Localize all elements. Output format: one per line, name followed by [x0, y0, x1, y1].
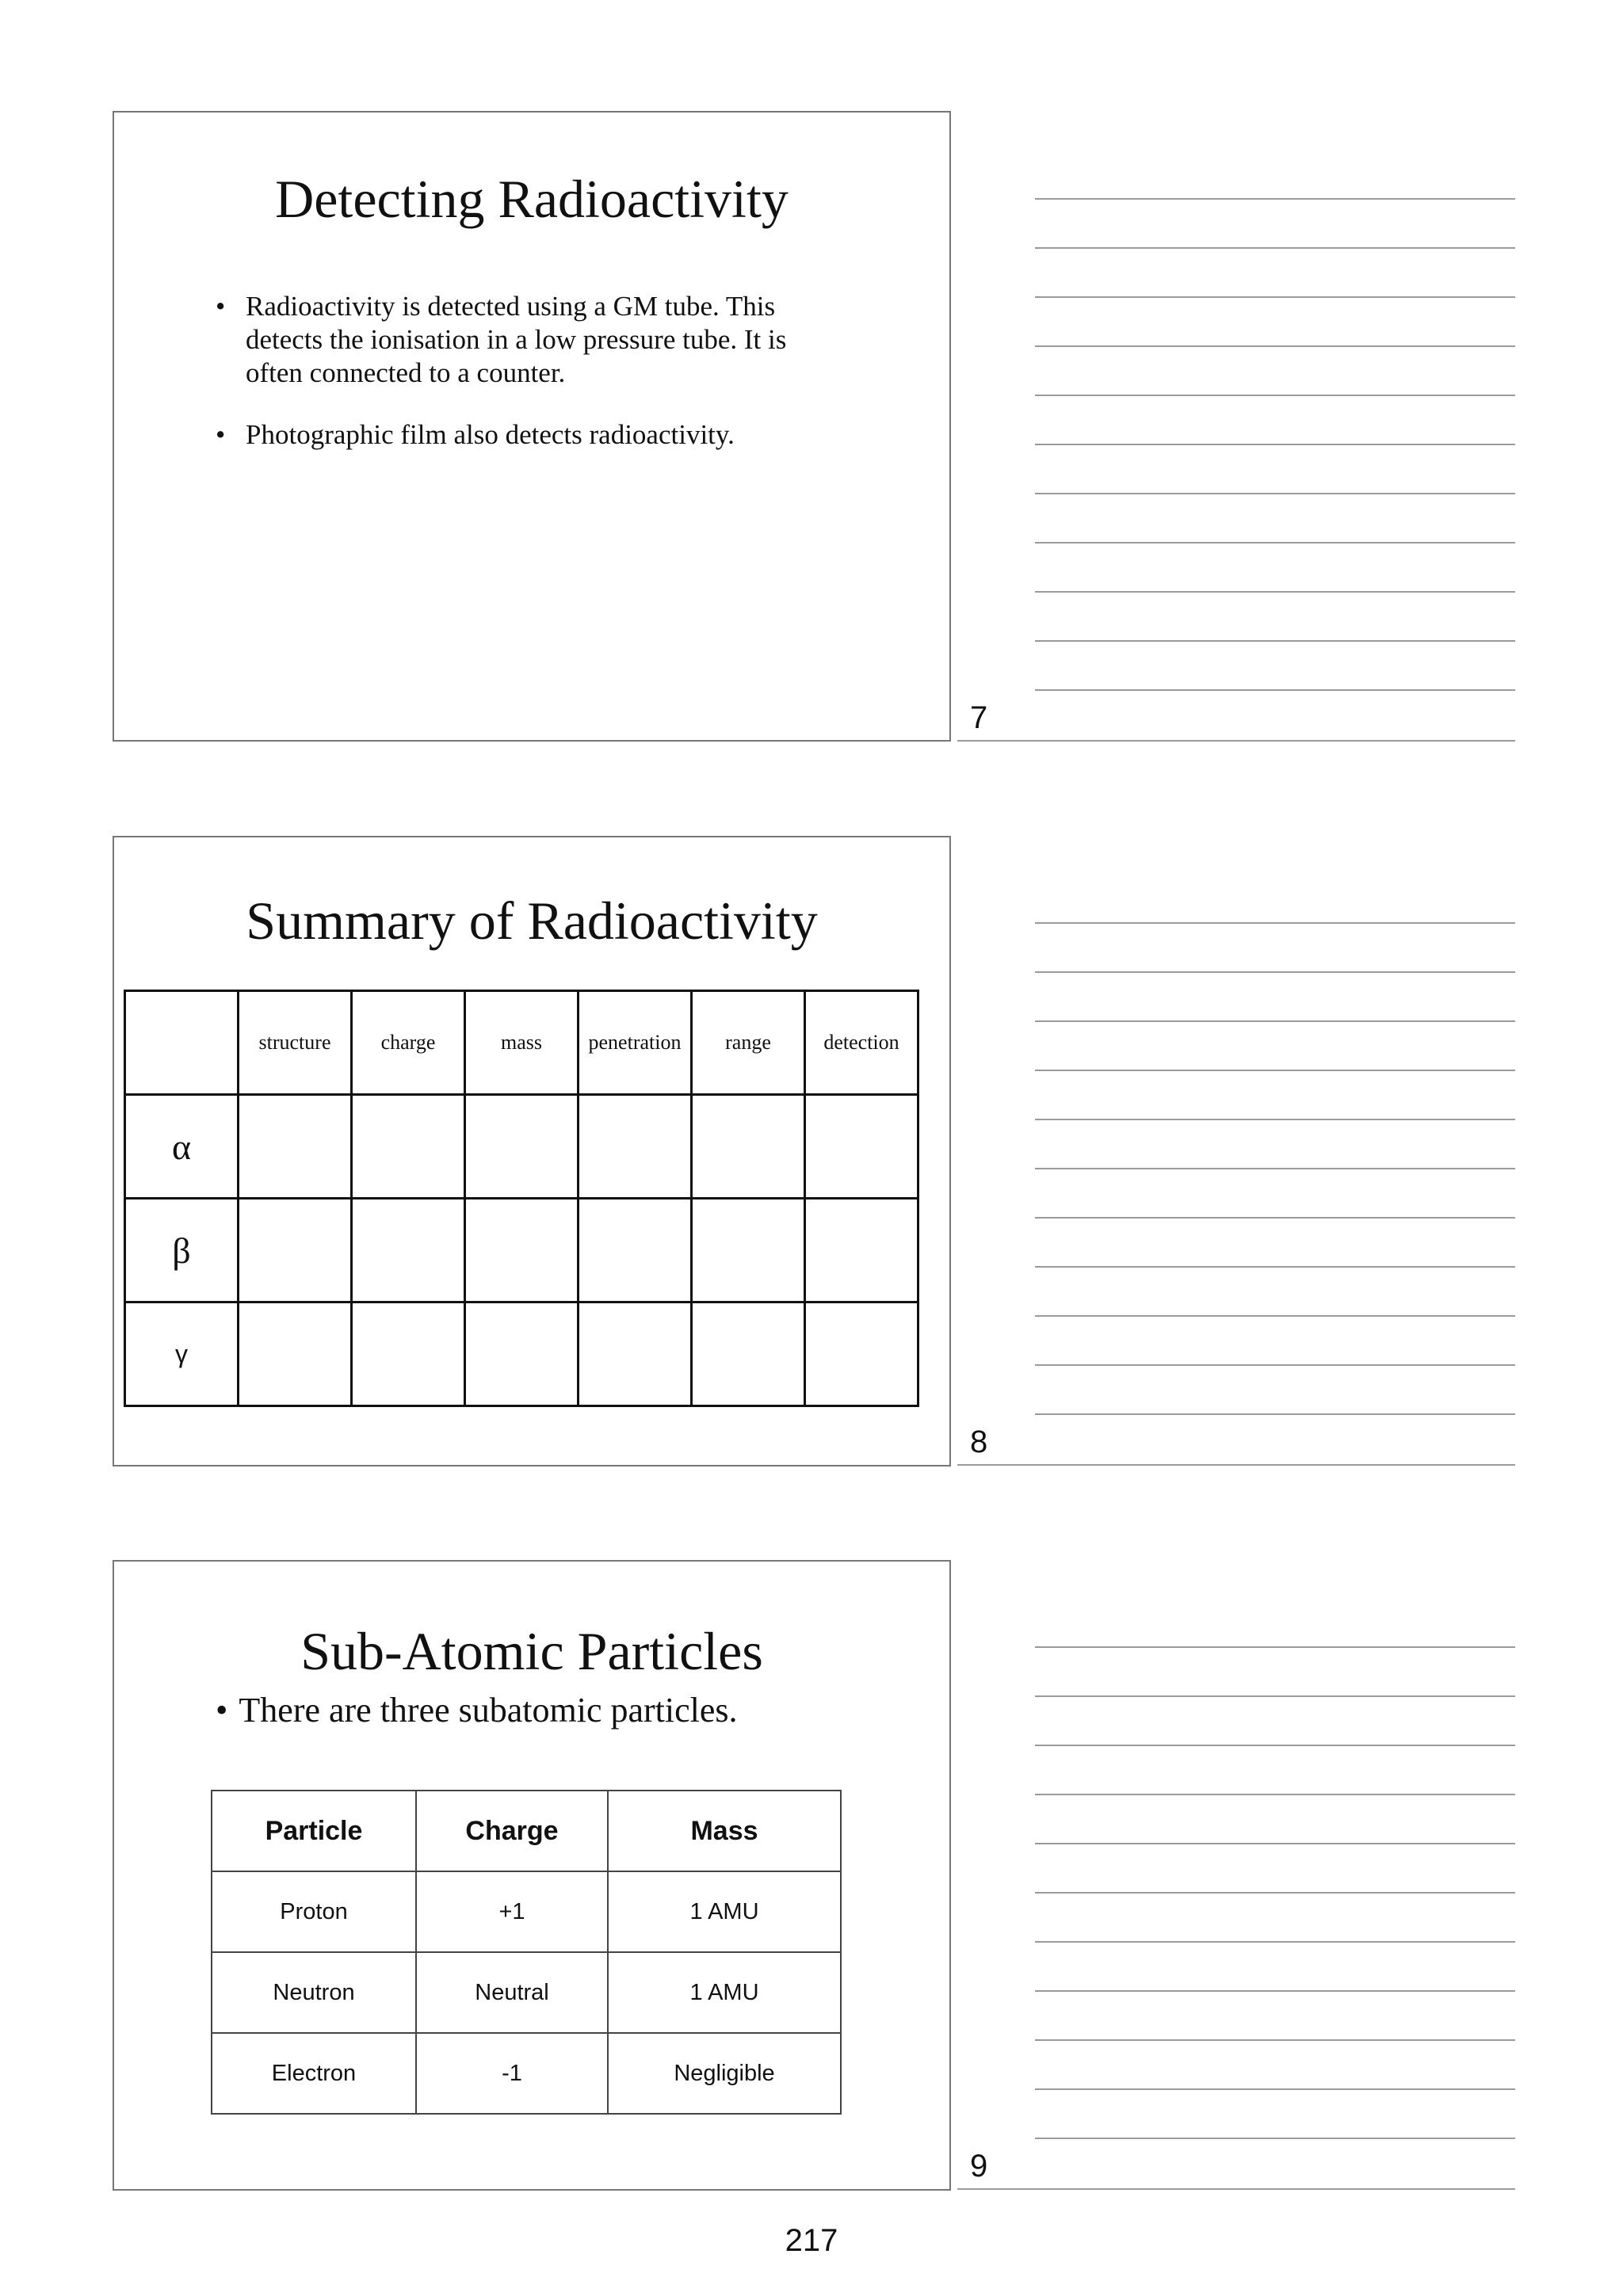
slide-7 [113, 111, 951, 742]
table-cell [239, 1302, 352, 1406]
note-line [1035, 1413, 1515, 1415]
note-line [1035, 2138, 1515, 2139]
table-header-cell: Charge [416, 1791, 608, 1871]
table-cell [352, 1302, 465, 1406]
note-line [1035, 1941, 1515, 1943]
note-line [1035, 345, 1515, 347]
table-header-cell: charge [352, 991, 465, 1095]
table-cell: 1 AMU [608, 1871, 841, 1952]
note-line [1035, 395, 1515, 396]
table-cell: Neutron [212, 1952, 416, 2033]
note-line [1035, 1070, 1515, 1071]
table-cell [465, 1302, 579, 1406]
slide-number: 8 [970, 1425, 988, 1459]
table-header-row [212, 1791, 841, 1871]
table-cell [239, 1199, 352, 1302]
note-line [1035, 971, 1515, 973]
table-row [125, 1302, 918, 1406]
table-cell [692, 1302, 805, 1406]
note-line [1035, 542, 1515, 543]
row-label-alpha: α [125, 1095, 239, 1199]
note-line [1035, 640, 1515, 642]
note-line [1035, 1217, 1515, 1219]
table-row [212, 1952, 841, 2033]
note-line [1035, 444, 1515, 445]
table-cell [579, 1095, 692, 1199]
table-cell: Electron [212, 2033, 416, 2114]
table-cell: 1 AMU [608, 1952, 841, 2033]
slide-9 [113, 1560, 951, 2191]
note-line [1035, 1266, 1515, 1268]
note-line [1035, 1364, 1515, 1366]
table-header-cell: penetration [579, 991, 692, 1095]
bullet-item: • Radioactivity is detected using a GM tube. This detects the ionisation in a low pressure tube. It is often connected to a counter. [216, 290, 850, 390]
table-cell: Proton [212, 1871, 416, 1952]
bullet-dot: • [216, 1691, 228, 1730]
table-cell [239, 1095, 352, 1199]
note-line [1035, 296, 1515, 298]
table-row [125, 1199, 918, 1302]
note-line [1035, 1892, 1515, 1894]
table-cell: Neutral [416, 1952, 608, 2033]
row-label-gamma: γ [125, 1302, 239, 1406]
note-line [1035, 1794, 1515, 1795]
table-row [212, 1871, 841, 1952]
note-line [1035, 922, 1515, 924]
note-line [1035, 1315, 1515, 1317]
bullet-item: • Photographic film also detects radioactivity. [216, 418, 850, 452]
table-cell [352, 1199, 465, 1302]
slide-number: 9 [970, 2149, 988, 2183]
note-line [1035, 247, 1515, 249]
table-cell [579, 1199, 692, 1302]
note-line [1035, 1695, 1515, 1697]
bullet-list [216, 290, 850, 480]
table-cell [805, 1302, 918, 1406]
table-cell [352, 1095, 465, 1199]
table-cell [465, 1199, 579, 1302]
slide-number: 7 [970, 700, 988, 735]
page-number: 217 [785, 2223, 838, 2258]
note-line [957, 2188, 1515, 2190]
table-cell [805, 1199, 918, 1302]
table-cell [692, 1095, 805, 1199]
note-line [1035, 1990, 1515, 1992]
table-header-cell: range [692, 991, 805, 1095]
table-cell [805, 1095, 918, 1199]
particles-table [211, 1790, 842, 2115]
table-cell [579, 1302, 692, 1406]
table-row [125, 1095, 918, 1199]
table-cell: -1 [416, 2033, 608, 2114]
table-header-cell: mass [465, 991, 579, 1095]
note-line [1035, 591, 1515, 593]
note-line [1035, 1020, 1515, 1022]
note-line [957, 740, 1515, 742]
table-header-cell [125, 991, 239, 1095]
table-cell [692, 1199, 805, 1302]
table-header-cell: Particle [212, 1791, 416, 1871]
table-row [212, 2033, 841, 2114]
slide-title: Sub-Atomic Particles [300, 1621, 763, 1681]
table-header-cell: detection [805, 991, 918, 1095]
slide-title: Detecting Radioactivity [275, 169, 789, 229]
note-line [1035, 1168, 1515, 1169]
note-line [1035, 1646, 1515, 1648]
summary-table [124, 990, 919, 1407]
note-line [1035, 1745, 1515, 1746]
table-header-cell: structure [239, 991, 352, 1095]
note-line [1035, 493, 1515, 494]
slide-8 [113, 836, 951, 1466]
table-cell: Negligible [608, 2033, 841, 2114]
note-line [1035, 689, 1515, 691]
note-line [1035, 1119, 1515, 1120]
table-cell: +1 [416, 1871, 608, 1952]
row-label-beta: β [125, 1199, 239, 1302]
bullet-text: There are three subatomic particles. [239, 1691, 738, 1730]
slide-title: Summary of Radioactivity [246, 891, 818, 951]
note-line [957, 1464, 1515, 1466]
note-line [1035, 1843, 1515, 1844]
bullet-item [216, 1690, 738, 1730]
note-line [1035, 198, 1515, 200]
table-cell [465, 1095, 579, 1199]
table-header-row [125, 991, 918, 1095]
table-header-cell: Mass [608, 1791, 841, 1871]
note-line [1035, 2088, 1515, 2090]
note-line [1035, 2039, 1515, 2041]
